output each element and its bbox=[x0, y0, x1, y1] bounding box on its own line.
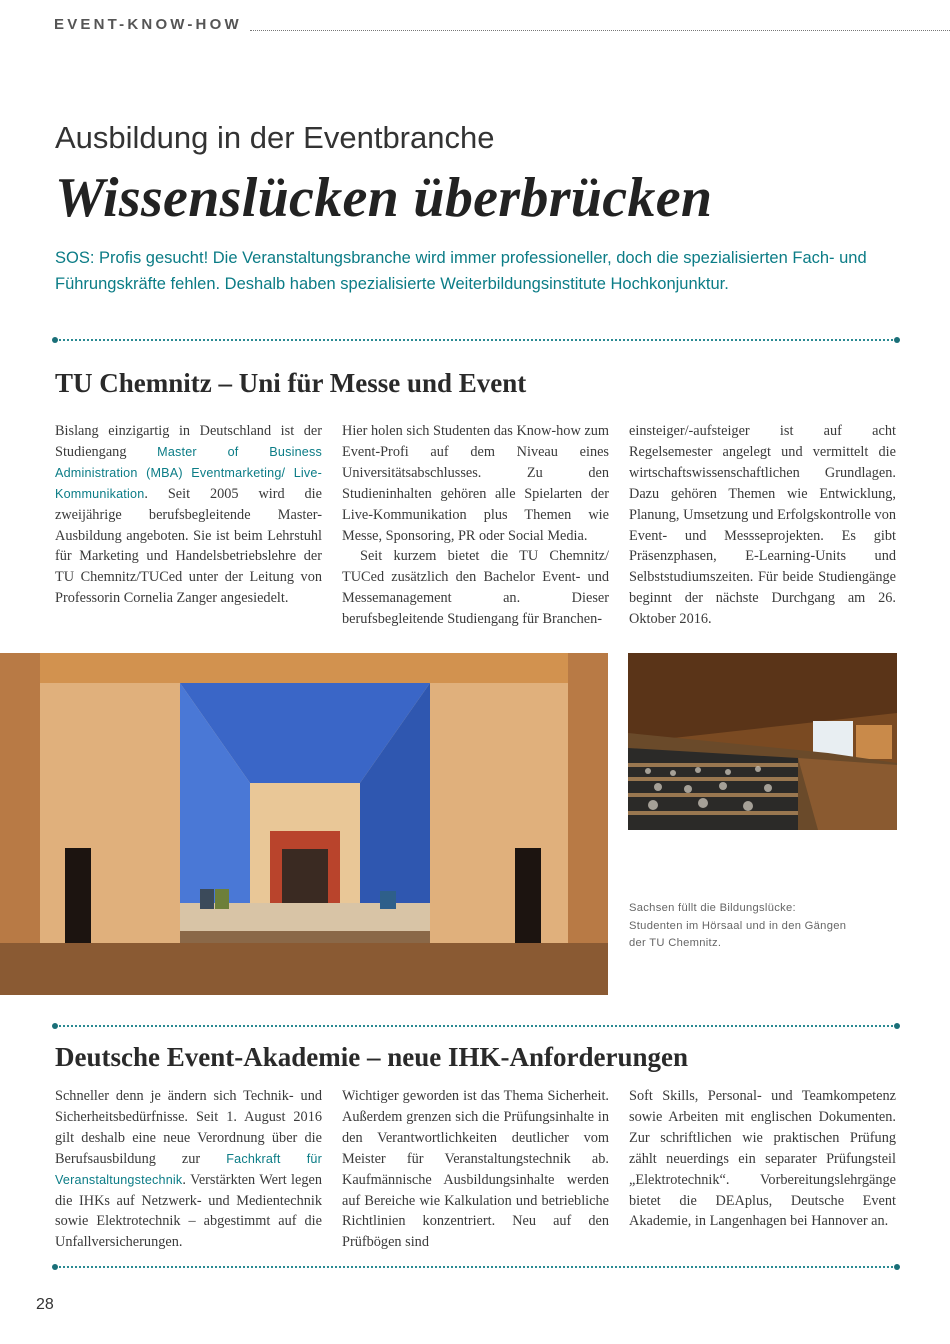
body-text: Schneller denn je ändern sich Technik- und Sicherheitsbedürfnisse. Seit 1. August 2016 gilt deshalb eine neue Verordnung über die Berufsausbildung zur bbox=[55, 1088, 322, 1167]
article-subtitle: Ausbildung in der Eventbranche bbox=[55, 120, 495, 155]
section1-column-1 bbox=[55, 421, 322, 609]
section-tag-rule bbox=[250, 30, 950, 31]
section2-column-1 bbox=[55, 1086, 322, 1253]
section2-column-2 bbox=[342, 1086, 609, 1253]
program-highlight: Fachkraft für Veranstaltungstechnik bbox=[55, 1151, 322, 1187]
caption-line: der TU Chemnitz. bbox=[629, 937, 722, 949]
divider bbox=[55, 339, 897, 341]
body-text: Bislang einzigartig in Deutschland ist der Studiengang bbox=[55, 423, 322, 460]
section2-column-3 bbox=[629, 1086, 896, 1232]
lecture-hall-photo bbox=[628, 653, 897, 830]
paragraph: Hier holen sich Studenten das Know-how zum Event-Profi auf dem Niveau eines Universitätsabschlusses. Zu den Studieninhalten gehören alle Spielarten der Live-Kommunikation plus Themen wie Messe, Sponsoring, PR oder Social Media. bbox=[342, 423, 609, 544]
paragraph: Soft Skills, Personal- und Teamkompetenz sowie Arbeiten mit englischen Dokumenten. Zur schriftlichen wie praktischen Prüfung zählt neuerdings ein separater Prüfungsteil „Elektrotechnik“. Vorbereitungslehrgänge bietet die DEAplus, Deutsche Event Akademie, in Langenhagen bei Hannover an. bbox=[629, 1088, 896, 1230]
caption-line: Studenten im Hörsaal und in den Gängen bbox=[629, 919, 847, 932]
corridor-photo bbox=[0, 653, 608, 995]
page-number: 28 bbox=[36, 1296, 54, 1313]
section2-heading: Deutsche Event-Akademie – neue IHK-Anforderungen bbox=[55, 1042, 688, 1072]
divider bbox=[55, 1266, 897, 1268]
section1-column-2 bbox=[342, 421, 609, 630]
photo-caption bbox=[629, 900, 897, 953]
paragraph: Wichtiger geworden ist das Thema Sicherheit. Außerdem grenzen sich die Prüfungsinhalte in den Verantwortlichkeiten deutlicher vom Meister für Veranstaltungstechnik ab. Kaufmännische Ausbildungsinhalte werden auf Bereiche wie Kalkulation und betriebliche Richtlinien konzentriert. Neu auf den Prüfbögen sind bbox=[342, 1088, 609, 1251]
section1-column-3 bbox=[629, 421, 896, 630]
body-text: . Verstärkten Wert legen die IHKs auf Netzwerk- und Medientechnik sowie Elektrotechnik – abgestimmt auf die Unfallversicherungen. bbox=[55, 1171, 322, 1251]
divider bbox=[55, 1025, 897, 1027]
program-highlight: Master of Business Administration (MBA) Eventmarketing/ Live-Kommunikation bbox=[55, 444, 322, 501]
article-lead: SOS: Profis gesucht! Die Veranstaltungsbranche wird immer professioneller, doch die spezialisierten Fach- und Führungskräfte fehlen. Deshalb haben spezialisierte Weiterbildungsinstitute Hochkonjunktur. bbox=[55, 249, 867, 293]
caption-line: Sachsen füllt die Bildungslücke: bbox=[629, 902, 796, 914]
paragraph: einsteiger/-aufsteiger ist auf acht Regelsemester angelegt und vermittelt die wirtschaftswissenschaftlichen Grundlagen. Dazu gehören Themen wie Entwicklung, Planung, Umsetzung und Erfolgskontrolle von Event- und Messseprojekten. Es gibt Präsenzphasen, E-Learning-Units und Selbststudiumszeiten. Für beide Studiengänge beginnt der nächste Durchgang am 26. Oktober 2016. bbox=[629, 423, 896, 628]
article-headline: Wissenslücken überbrücken bbox=[55, 167, 713, 229]
section-tag: EVENT-KNOW-HOW bbox=[54, 16, 242, 33]
section1-heading: TU Chemnitz – Uni für Messe und Event bbox=[55, 368, 527, 398]
paragraph: Seit kurzem bietet die TU Chemnitz/ TUCed zusätzlich den Bachelor Event- und Messemanagement an. Dieser berufsbegleitende Studiengang für Branchen- bbox=[342, 548, 609, 628]
body-text: . Seit 2005 wird die zweijährige berufsbegleitende Master-Ausbildung angeboten. Sie ist beim Lehrstuhl für Marketing und Handelsbetriebslehre der TU Chemnitz/TUCed unter der Leitung von Professorin Cornelia Zanger angesiedelt. bbox=[55, 485, 322, 607]
